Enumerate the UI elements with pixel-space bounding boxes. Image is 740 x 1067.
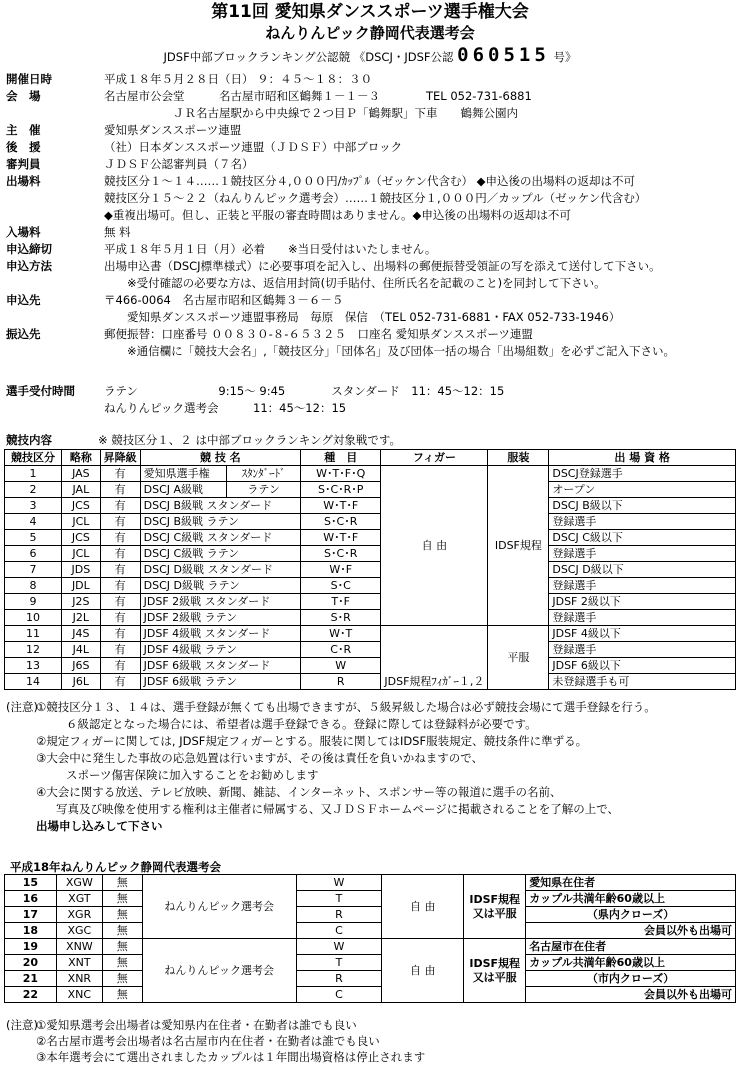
nenrin-qualification: カップル共満年齢60歳以上 xyxy=(526,891,736,907)
nenrin-table xyxy=(4,874,736,1003)
nenrin-dance: R xyxy=(296,907,382,923)
event-dance: S･R xyxy=(301,610,381,626)
event-no: 14 xyxy=(5,674,62,690)
note1-line-4: ③大会中に発生した事故の応急処置は行いますが、その後は責任を負いかねますので、 xyxy=(36,751,484,765)
nenrin-dress-line-1: IDSF規程 xyxy=(469,892,521,906)
figure-free: 自 由 xyxy=(381,466,488,626)
event-dance: W･T xyxy=(301,626,381,642)
event-qualification: DSCJ B級以下 xyxy=(549,498,736,514)
event-no: 12 xyxy=(5,642,62,658)
event-qualification: DSCJ C級以下 xyxy=(549,530,736,546)
info-label-0: 開催日時 xyxy=(6,72,52,86)
dress-plain: 平服 xyxy=(488,626,549,690)
event-name: DSCJ B級戦 スタンダード xyxy=(140,498,300,514)
note2-line-3: ③本年選考会にて選出されましたカップルは１年間出場資格は停止されます xyxy=(36,1050,426,1064)
info-label-4: 審判員 xyxy=(6,157,41,171)
event-no: 11 xyxy=(5,626,62,642)
event-row xyxy=(5,514,736,530)
info-label-8: 申込方法 xyxy=(6,259,52,273)
header-dress: 服装 xyxy=(488,450,549,466)
info-label-10: 振込先 xyxy=(6,327,41,341)
nenrin-code: XNW xyxy=(56,939,102,955)
event-qualification: DSCJ登録選手 xyxy=(549,466,736,482)
event-dance: W xyxy=(301,658,381,674)
event-qualification: 未登録選手も可 xyxy=(549,674,736,690)
events-header-row xyxy=(5,450,736,466)
note1-line-7: 写真及び映像を使用する権利は主催者に帰属する、又ＪＤＳＦホームページに掲載されることを了解の上で、 xyxy=(56,802,620,816)
info-value-1-0: 名古屋市公会堂 名古屋市昭和区鶴舞１－１－３ TEL 052-731-6881 xyxy=(104,89,532,103)
event-name: JDSF 2級戦 スタンダード xyxy=(140,594,300,610)
nenrin-no: 16 xyxy=(5,891,57,907)
event-no: 4 xyxy=(5,514,62,530)
info-value-8-0: 出場申込書（DSCJ標準様式）に必要事項を記入し、出場料の郵便振替受領証の写を添えて送付して下さい。 xyxy=(104,259,661,273)
info-value-3-0: （社）日本ダンススポーツ連盟（ＪＤＳＦ）中部ブロック xyxy=(104,140,403,154)
event-code: J6S xyxy=(62,658,101,674)
event-row xyxy=(5,626,736,642)
event-code: JCL xyxy=(62,514,101,530)
event-name: 愛知県選手権 xyxy=(140,466,227,482)
event-updown: 有 xyxy=(100,482,140,498)
info-value-5-1: 競技区分１５～２２（ねんりんピック選考会）……１競技区分１,０００円／カップル（ゼッケン代含む） xyxy=(104,191,647,205)
nenrin-updown: 無 xyxy=(102,875,142,891)
dress-idsf: IDSF規程 xyxy=(488,466,549,626)
info-label-5: 出場料 xyxy=(6,174,41,188)
header-code: 略称 xyxy=(62,450,101,466)
events-note: ※ 競技区分１、２ は中部ブロックランキング対象戦です。 xyxy=(98,433,401,447)
event-updown: 有 xyxy=(100,658,140,674)
nenrin-updown: 無 xyxy=(102,939,142,955)
nenrin-figure: 自 由 xyxy=(382,939,464,1003)
note2-line-2: ②名古屋市選考会出場者は名古屋市内在住者・在勤者は誰でも良い xyxy=(36,1034,380,1048)
event-updown: 有 xyxy=(100,626,140,642)
header-qualification: 出 場 資 格 xyxy=(549,450,736,466)
event-no: 1 xyxy=(5,466,62,482)
event-dance: S･C･R xyxy=(301,514,381,530)
event-updown: 有 xyxy=(100,530,140,546)
nenrin-row xyxy=(5,971,736,987)
event-no: 2 xyxy=(5,482,62,498)
event-qualification: 登録選手 xyxy=(549,514,736,530)
nenrin-code: XNC xyxy=(56,987,102,1003)
event-updown: 有 xyxy=(100,498,140,514)
nenrin-code: XGC xyxy=(56,923,102,939)
nenrin-qualification: 会員以外も出場可 xyxy=(526,987,736,1003)
event-row xyxy=(5,642,736,658)
sanction-number: 060515 xyxy=(457,44,550,66)
event-dance: T･F xyxy=(301,594,381,610)
event-updown: 有 xyxy=(100,562,140,578)
event-no: 7 xyxy=(5,562,62,578)
info-label-9: 申込先 xyxy=(6,293,41,307)
info-label-7: 申込締切 xyxy=(6,242,52,256)
event-dance: W･F xyxy=(301,562,381,578)
events-label: 競技内容 xyxy=(6,433,52,447)
event-dance: S･C･R･P xyxy=(301,482,381,498)
event-dance: R xyxy=(301,674,381,690)
event-row xyxy=(5,658,736,674)
nenrin-code: XGW xyxy=(56,875,102,891)
reception-block xyxy=(6,384,734,418)
event-qualification: オープン xyxy=(549,482,736,498)
nenrin-qualification: （市内クローズ） xyxy=(526,971,736,987)
nenrin-row xyxy=(5,987,736,1003)
nenrin-dress-line-2: 又は平服 xyxy=(472,970,517,984)
event-dance: W･T･F･Q xyxy=(301,466,381,482)
nenrin-updown: 無 xyxy=(102,955,142,971)
nenrin-updown: 無 xyxy=(102,907,142,923)
event-qualification: 登録選手 xyxy=(549,546,736,562)
nenrin-no: 22 xyxy=(5,987,57,1003)
nenrin-qualification: 会員以外も出場可 xyxy=(526,923,736,939)
note1-line-2: ６級認定となった場合には、希望者は選手登録できる。登録に際しては登録料が必要です。 xyxy=(66,717,537,731)
event-code: JDL xyxy=(62,578,101,594)
event-qualification: 登録選手 xyxy=(549,610,736,626)
event-name: DSCJ C級戦 ラテン xyxy=(140,546,300,562)
event-code: JCS xyxy=(62,530,101,546)
event-updown: 有 xyxy=(100,546,140,562)
nenrin-dress xyxy=(464,875,526,939)
nenrin-dance: C xyxy=(296,923,382,939)
nenrin-dress xyxy=(464,939,526,1003)
event-no: 10 xyxy=(5,610,62,626)
note1-line-6: ④大会に関する放送、テレビ放映、新聞、雑誌、インターネット、スポンサー等の報道に選手の名前、 xyxy=(36,785,562,799)
nenrin-qualification: （県内クローズ） xyxy=(526,907,736,923)
nenrin-updown: 無 xyxy=(102,891,142,907)
info-value-9-0: 〒466-0064 名古屋市昭和区鶴舞３－６－５ xyxy=(104,293,344,307)
nenrin-no: 15 xyxy=(5,875,57,891)
nenrin-updown: 無 xyxy=(102,971,142,987)
event-updown: 有 xyxy=(100,642,140,658)
event-no: 13 xyxy=(5,658,62,674)
event-code: J4L xyxy=(62,642,101,658)
nenrin-row xyxy=(5,955,736,971)
event-dance: W･T･F xyxy=(301,530,381,546)
event-dance: S･C･R xyxy=(301,546,381,562)
note1-line-0: (注意) xyxy=(6,700,38,714)
info-value-9-1: 愛知県ダンススポーツ連盟事務局 毎原 保信 （TEL 052-731-6881・FAX 052-733-1946） xyxy=(104,310,621,324)
event-updown: 有 xyxy=(100,674,140,690)
event-code: J2S xyxy=(62,594,101,610)
event-code: JCL xyxy=(62,546,101,562)
event-updown: 有 xyxy=(100,610,140,626)
event-name: JDSF 6級戦 スタンダード xyxy=(140,658,300,674)
info-value-10-0: 郵便振替：口座番号 ００８３０-８-６５３２５ 口座名 愛知県ダンススポーツ連盟 xyxy=(104,327,533,341)
event-no: 3 xyxy=(5,498,62,514)
event-row xyxy=(5,482,736,498)
nenrin-updown: 無 xyxy=(102,923,142,939)
nenrin-qualification: 名古屋市在住者 xyxy=(526,939,736,955)
event-name: DSCJ D級戦 ラテン xyxy=(140,578,300,594)
nenrin-row xyxy=(5,891,736,907)
nenrin-qualification: カップル共満年齢60歳以上 xyxy=(526,955,736,971)
event-code: JCS xyxy=(62,498,101,514)
event-dance: W･T･F xyxy=(301,498,381,514)
nenrin-code: XNR xyxy=(56,971,102,987)
nenrin-event-name: ねんりんピック選考会 xyxy=(142,875,296,939)
nenrin-dress-line-1: IDSF規程 xyxy=(469,956,521,970)
nenrin-title: 平成18年ねんりんピック静岡代表選考会 xyxy=(10,860,222,874)
event-row xyxy=(5,674,736,690)
page-subtitle: ねんりんピック静岡代表選考会 xyxy=(265,24,475,42)
event-qualification: DSCJ D級以下 xyxy=(549,562,736,578)
reception-line-2: ねんりんピック選考会 11：45～12：15 xyxy=(104,401,347,415)
nenrin-dance: W xyxy=(296,939,382,955)
event-no: 6 xyxy=(5,546,62,562)
sanction-line xyxy=(0,44,740,68)
event-dance: C･R xyxy=(301,642,381,658)
info-value-2-0: 愛知県ダンススポーツ連盟 xyxy=(104,123,242,137)
sanction-prefix: JDSF中部ブロックランキング公認競 《DSCJ・JDSF公認 xyxy=(163,50,454,64)
page-title: 第11回 愛知県ダンススポーツ選手権大会 xyxy=(211,2,529,22)
nenrin-dance: T xyxy=(296,955,382,971)
event-code: JDS xyxy=(62,562,101,578)
event-code: JAS xyxy=(62,466,101,482)
nenrin-code: XNT xyxy=(56,955,102,971)
note2-line-1: ①愛知県選考会出場者は愛知県内在住者・在勤者は誰でも良い xyxy=(36,1018,357,1032)
reception-label: 選手受付時間 xyxy=(6,384,75,398)
nenrin-dance: T xyxy=(296,891,382,907)
nenrin-row xyxy=(5,939,736,955)
event-name: JDSF 6級戦 ラテン xyxy=(140,674,300,690)
nenrin-dance: W xyxy=(296,875,382,891)
nenrin-no: 21 xyxy=(5,971,57,987)
note1-line-1: ①競技区分１３、１４は、選手登録が無くても出場できますが、５級昇級した場合は必ず競技会場にて選手登録を行う。 xyxy=(36,700,656,714)
info-label-6: 入場料 xyxy=(6,225,41,239)
event-row xyxy=(5,610,736,626)
info-value-5-2: ◆重複出場可。但し、正装と平服の審査時間はありません。◆申込後の出場料の返却は不可 xyxy=(104,208,571,222)
event-no: 8 xyxy=(5,578,62,594)
event-name: DSCJ C級戦 スタンダード xyxy=(140,530,300,546)
reception-line-1: ラテン 9:15～ 9:45 スタンダード 11：45～12：15 xyxy=(104,384,505,398)
nenrin-no: 20 xyxy=(5,955,57,971)
nenrin-qualification: 愛知県在住者 xyxy=(526,875,736,891)
nenrin-no: 17 xyxy=(5,907,57,923)
event-row xyxy=(5,546,736,562)
event-dance: S･C xyxy=(301,578,381,594)
nenrin-code: XGT xyxy=(56,891,102,907)
event-code: J6L xyxy=(62,674,101,690)
event-name: JDSF 4級戦 ラテン xyxy=(140,642,300,658)
header-no: 競技区分 xyxy=(5,450,62,466)
event-qualification: JDSF 6級以下 xyxy=(549,658,736,674)
event-name: DSCJ D級戦 スタンダード xyxy=(140,562,300,578)
event-row xyxy=(5,498,736,514)
header-dance: 種 目 xyxy=(301,450,381,466)
event-updown: 有 xyxy=(100,466,140,482)
info-value-1-1: ＪＲ名古屋駅から中央線で２つ目Ｐ「鶴舞駅」下車 鶴舞公園内 xyxy=(104,106,518,120)
header-figure: フィガー xyxy=(381,450,488,466)
event-qualification: 登録選手 xyxy=(549,642,736,658)
nenrin-dress-line-2: 又は平服 xyxy=(472,906,517,920)
nenrin-figure: 自 由 xyxy=(382,875,464,939)
event-qualification: 登録選手 xyxy=(549,578,736,594)
event-row xyxy=(5,594,736,610)
event-row xyxy=(5,578,736,594)
event-row xyxy=(5,530,736,546)
nenrin-updown: 無 xyxy=(102,987,142,1003)
note1-line-5: スポーツ傷害保険に加入することをお勧めします xyxy=(66,768,319,782)
nenrin-dance: R xyxy=(296,971,382,987)
event-no: 5 xyxy=(5,530,62,546)
note2-line-0: (注意) xyxy=(6,1018,38,1032)
info-value-5-0: 競技区分１～１４……１競技区分４,０００円/ｶｯﾌﾟﾙ（ゼッケン代含む） ◆申込後の出場料の返却は不可 xyxy=(104,174,635,188)
nenrin-row xyxy=(5,875,736,891)
nenrin-row xyxy=(5,907,736,923)
sanction-suffix: 号》 xyxy=(553,50,577,64)
nenrin-code: XGR xyxy=(56,907,102,923)
event-updown: 有 xyxy=(100,594,140,610)
info-label-2: 主 催 xyxy=(6,123,41,137)
nenrin-event-name: ねんりんピック選考会 xyxy=(142,939,296,1003)
info-label-3: 後 援 xyxy=(6,140,41,154)
event-name: DSCJ A級戦 xyxy=(140,482,227,498)
event-style: ラテン xyxy=(227,482,301,498)
event-updown: 有 xyxy=(100,514,140,530)
header-updown: 昇降級 xyxy=(100,450,140,466)
nenrin-row xyxy=(5,923,736,939)
info-value-6-0: 無 料 xyxy=(104,225,131,239)
events-table xyxy=(4,449,736,690)
info-value-8-1: ※受付確認の必要な方は、返信用封筒(切手貼付、住所氏名を記載のこと)を同封して下さい。 xyxy=(104,276,606,290)
event-code: JAL xyxy=(62,482,101,498)
event-qualification: JDSF 2級以下 xyxy=(549,594,736,610)
info-value-7-0: 平成１８年５月１日（月）必着 ※当日受付はいたしません。 xyxy=(104,242,437,256)
event-qualification: JDSF 4級以下 xyxy=(549,626,736,642)
event-name: JDSF 4級戦 スタンダード xyxy=(140,626,300,642)
info-value-0-0: 平成１８年５月２８日（日） ９：４５～１８：３０ xyxy=(104,72,373,86)
note1-line-3: ②規定フィガーに関しては, JDSF規定フィガーとする。服装に関してはIDSF服装規定、競技条件に準ずる。 xyxy=(36,734,588,748)
event-updown: 有 xyxy=(100,578,140,594)
info-value-4-0: ＪＤＳＦ公認審判員（７名） xyxy=(104,157,254,171)
event-code: J2L xyxy=(62,610,101,626)
nenrin-no: 18 xyxy=(5,923,57,939)
header-event-name: 競 技 名 xyxy=(140,450,300,466)
event-code: J4S xyxy=(62,626,101,642)
figure-jdsf: JDSF規程ﾌｨｶﾞｰ１,２ xyxy=(381,626,488,690)
event-style: ｽﾀﾝﾀﾞｰﾄﾞ xyxy=(227,466,301,482)
note1-line-8: 出場申し込みして下さい xyxy=(36,819,163,833)
info-label-1: 会 場 xyxy=(6,89,41,103)
event-row xyxy=(5,562,736,578)
event-name: DSCJ B級戦 ラテン xyxy=(140,514,300,530)
info-value-10-1: ※通信欄に「競技大会名」,「競技区分」「団体名」及び団体一括の場合「出場組数」を必ずご記入下さい。 xyxy=(104,344,676,358)
nenrin-dance: C xyxy=(296,987,382,1003)
nenrin-no: 19 xyxy=(5,939,57,955)
event-no: 9 xyxy=(5,594,62,610)
event-name: JDSF 2級戦 ラテン xyxy=(140,610,300,626)
event-row xyxy=(5,466,736,482)
info-block xyxy=(6,72,734,372)
